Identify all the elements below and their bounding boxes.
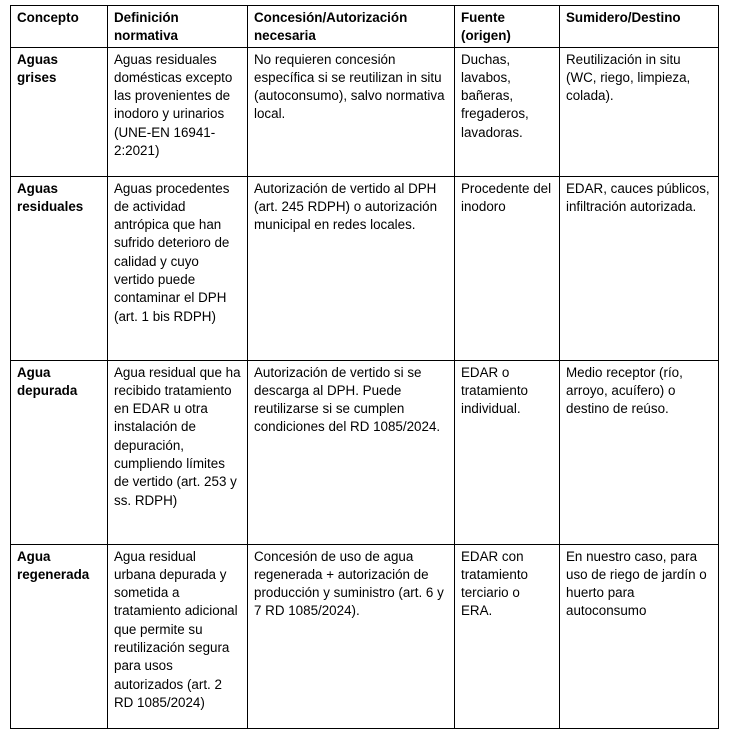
table-row xyxy=(11,544,719,728)
cell-fuente: Procedente del inodoro xyxy=(455,176,560,360)
cell-concepto: Aguas residuales xyxy=(11,176,108,360)
cell-fuente: Duchas, lavabos, bañeras, fregaderos, lavadoras. xyxy=(455,47,560,176)
cell-fuente: EDAR con tratamiento terciario o ERA. xyxy=(455,544,560,728)
table-row xyxy=(11,176,719,360)
header-concepto: Concepto xyxy=(11,6,108,48)
table-row xyxy=(11,360,719,544)
cell-definicion: Aguas residuales domésticas excepto las provenientes de inodoro y urinarios (UNE-EN 16941-2:2021) xyxy=(108,47,248,176)
cell-destino: EDAR, cauces públicos, infiltración autorizada. xyxy=(560,176,719,360)
header-fuente: Fuente (origen) xyxy=(455,6,560,48)
cell-fuente: EDAR o tratamiento individual. xyxy=(455,360,560,544)
header-concesion: Concesión/Autorización necesaria xyxy=(248,6,455,48)
cell-concepto: Aguas grises xyxy=(11,47,108,176)
cell-concepto: Agua regenerada xyxy=(11,544,108,728)
cell-definicion: Agua residual urbana depurada y sometida a tratamiento adicional que permite su reutilización segura para usos autorizados (art. 2 RD 1085/2024) xyxy=(108,544,248,728)
cell-destino: Reutilización in situ (WC, riego, limpieza, colada). xyxy=(560,47,719,176)
table-row xyxy=(11,47,719,176)
cell-concesion: Autorización de vertido si se descarga al DPH. Puede reutilizarse si se cumplen condiciones del RD 1085/2024. xyxy=(248,360,455,544)
header-destino: Sumidero/Destino xyxy=(560,6,719,48)
cell-destino: En nuestro caso, para uso de riego de jardín o huerto para autoconsumo xyxy=(560,544,719,728)
cell-destino: Medio receptor (río, arroyo, acuífero) o destino de reúso. xyxy=(560,360,719,544)
cell-concesion: Concesión de uso de agua regenerada + autorización de producción y suministro (art. 6 y 7 RD 1085/2024). xyxy=(248,544,455,728)
cell-concepto: Agua depurada xyxy=(11,360,108,544)
cell-definicion: Agua residual que ha recibido tratamiento en EDAR u otra instalación de depuración, cumpliendo límites de vertido (art. 253 y ss. RDPH) xyxy=(108,360,248,544)
cell-concesion: No requieren concesión específica si se reutilizan in situ (autoconsumo), salvo normativa local. xyxy=(248,47,455,176)
header-definicion: Definición normativa xyxy=(108,6,248,48)
cell-concesion: Autorización de vertido al DPH (art. 245 RDPH) o autorización municipal en redes locales. xyxy=(248,176,455,360)
cell-definicion: Aguas procedentes de actividad antrópica que han sufrido deterioro de calidad y cuyo vertido puede contaminar el DPH (art. 1 bis RDPH) xyxy=(108,176,248,360)
table-header-row xyxy=(11,6,719,48)
water-concepts-table xyxy=(10,5,719,729)
